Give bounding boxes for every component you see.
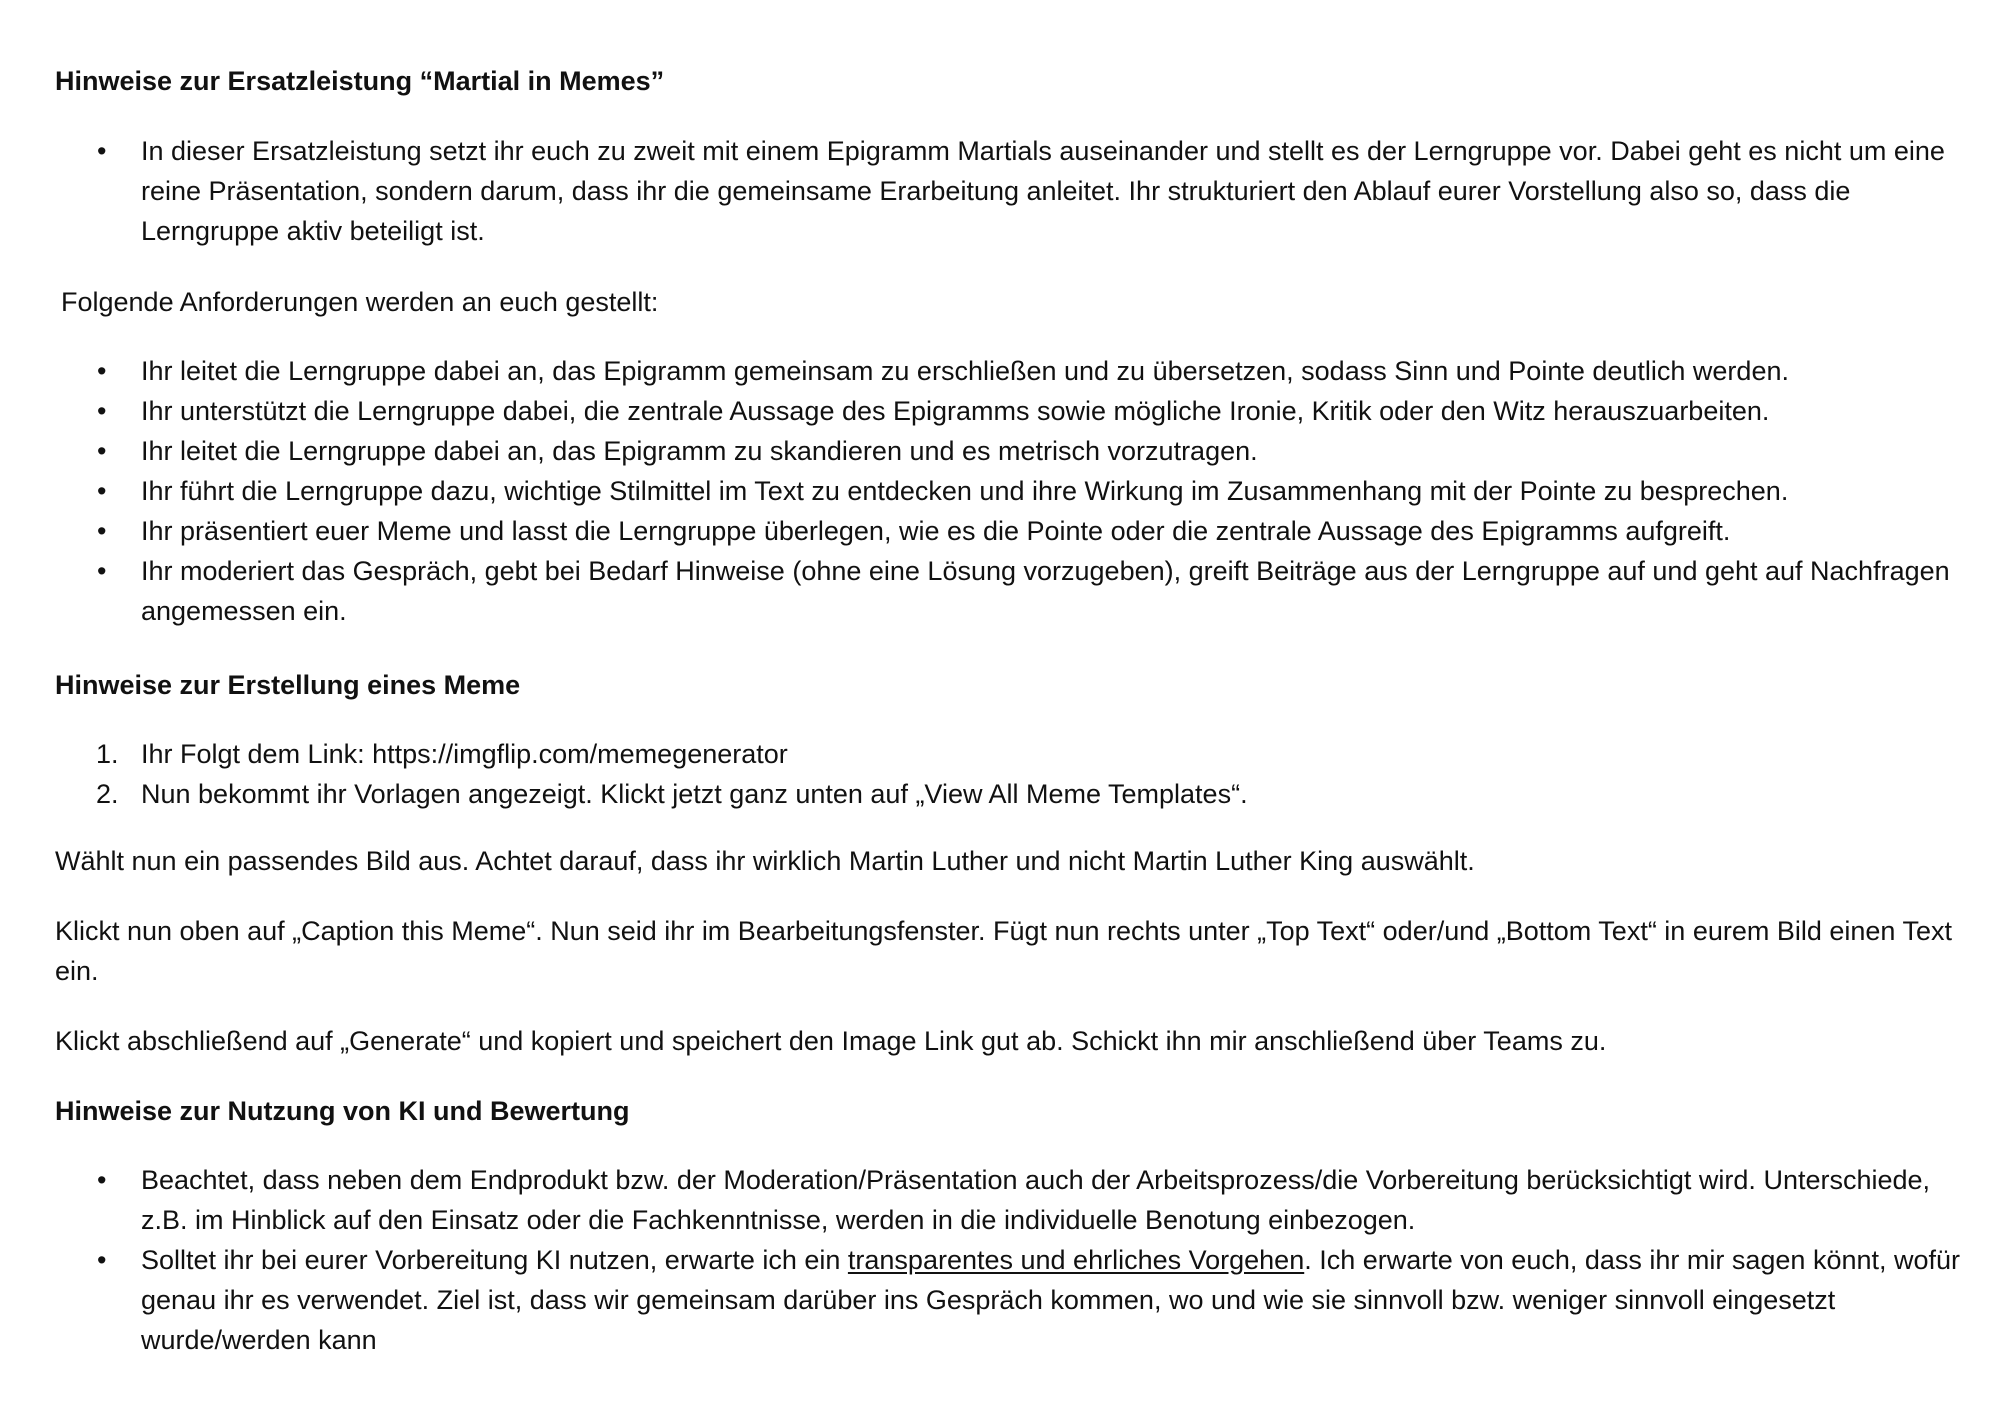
- list-item: • Ihr unterstützt die Lerngruppe dabei, die zentrale Aussage des Epigramms sowie mögliche Ironie, Kritik oder den Witz herauszuarbeiten.: [55, 391, 1965, 431]
- list-item: • Ihr präsentiert euer Meme und lasst die Lerngruppe überlegen, wie es die Pointe oder die zentrale Aussage des Epigramms aufgreift.: [55, 511, 1965, 551]
- ki-text-post: . Ich erwarte von euch, dass ihr mir sagen könnt, wofür genau ihr es verwendet. Ziel ist, dass wir gemeinsam darüber ins Gespräch kommen, wo und wie sie sinnvoll bzw. weniger sinnvoll eingesetzt wurde/werden kann: [141, 1245, 1961, 1355]
- step-text: Ihr Folgt dem Link: https://imgflip.com/memegenerator: [141, 739, 788, 769]
- list-item: • Ihr leitet die Lerngruppe dabei an, das Epigramm gemeinsam zu erschließen und zu übersetzen, sodass Sinn und Pointe deutlich werden.: [55, 351, 1965, 391]
- list-item: [55, 1240, 1965, 1360]
- list-item: [55, 774, 1965, 814]
- list-item: • Ihr leitet die Lerngruppe dabei an, das Epigramm zu skandieren und es metrisch vorzutragen.: [55, 431, 1965, 471]
- paragraph-choose-image: Wählt nun ein passendes Bild aus. Achtet darauf, dass ihr wirklich Martin Luther und nicht Martin Luther King auswählt.: [55, 846, 1475, 876]
- ki-text-underlined: transparentes und ehrliches Vorgehen: [847, 1245, 1305, 1275]
- ki-text-pre: Solltet ihr bei eurer Vorbereitung KI nutzen, erwarte ich ein: [141, 1245, 848, 1275]
- section-heading-ki: Hinweise zur Nutzung von KI und Bewertung: [55, 1096, 630, 1126]
- intro-bullet-list: [55, 131, 1965, 251]
- list-item: • Beachtet, dass neben dem Endprodukt bzw. der Moderation/Präsentation auch der Arbeitsprozess/die Vorbereitung berücksichtigt wird. Unterschiede, z.B. im Hinblick auf den Einsatz oder die Fachkenntnisse, werden in die individuelle Benotung einbezogen.: [55, 1160, 1965, 1240]
- section-heading-ersatzleistung: Hinweise zur Ersatzleistung “Martial in Memes”: [55, 66, 665, 96]
- list-item: • In dieser Ersatzleistung setzt ihr euch zu zweit mit einem Epigramm Martials auseinander und stellt es der Lerngruppe vor. Dabei geht es nicht um eine reine Präsentation, sondern darum, dass ihr die gemeinsame Erarbeitung anleitet. Ihr strukturiert den Ablauf eurer Vorstellung also so, dass die Lerngruppe aktiv beteiligt ist.: [55, 131, 1965, 251]
- document-page: [55, 0, 1965, 1414]
- requirements-list: [55, 351, 1965, 631]
- ki-bullet-list: [55, 1160, 1965, 1360]
- steps-list: [55, 734, 1965, 814]
- list-item: [55, 734, 1965, 774]
- requirements-intro: Folgende Anforderungen werden an euch gestellt:: [61, 287, 659, 317]
- step-number: 2.: [96, 779, 119, 809]
- paragraph-generate: Klickt abschließend auf „Generate“ und kopiert und speichert den Image Link gut ab. Schickt ihn mir anschließend über Teams zu.: [55, 1026, 1607, 1056]
- list-item: • Ihr führt die Lerngruppe dazu, wichtige Stilmittel im Text zu entdecken und ihre Wirkung im Zusammenhang mit der Pointe zu besprechen.: [55, 471, 1965, 511]
- section-heading-meme: Hinweise zur Erstellung eines Meme: [55, 670, 521, 700]
- step-text: Nun bekommt ihr Vorlagen angezeigt. Klickt jetzt ganz unten auf „View All Meme Templates“.: [141, 779, 1248, 809]
- list-item: • Ihr moderiert das Gespräch, gebt bei Bedarf Hinweise (ohne eine Lösung vorzugeben), greift Beiträge aus der Lerngruppe auf und geht auf Nachfragen angemessen ein.: [55, 551, 1965, 631]
- step-number: 1.: [96, 739, 119, 769]
- paragraph-caption: Klickt nun oben auf „Caption this Meme“. Nun seid ihr im Bearbeitungsfenster. Fügt nun rechts unter „Top Text“ oder/und „Bottom Text“ in eurem Bild einen Text ein.: [55, 916, 1952, 986]
